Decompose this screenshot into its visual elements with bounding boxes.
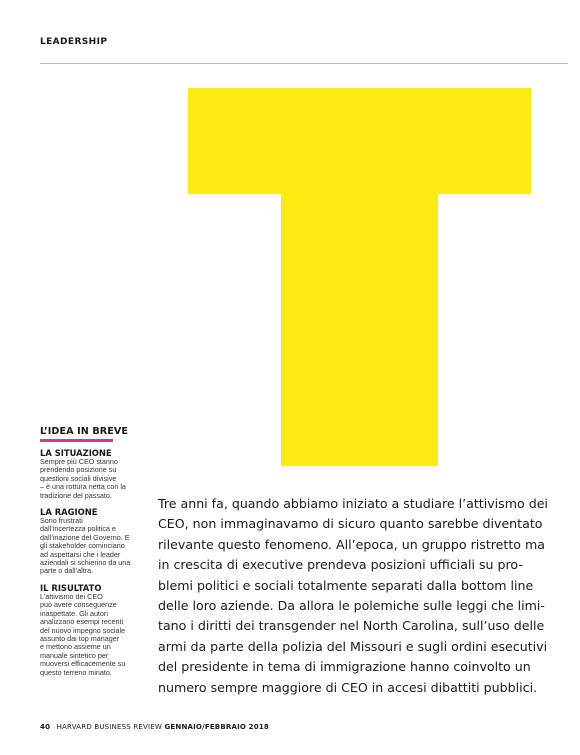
sidebar-text: gli stakeholder cominciano [40, 541, 125, 551]
sidebar-accent-rule [40, 439, 113, 442]
sidebar-text: analizzano esempi recenti [40, 617, 124, 627]
sidebar-text: L’attivismo dei CEO [40, 591, 103, 601]
body-line: CEO, non immaginavamo di sicuro quanto sarebbe diventato [158, 516, 543, 532]
section-label: LEADERSHIP [40, 37, 108, 47]
sidebar-text: questo terreno minato. [40, 667, 112, 677]
sidebar-text: e mettono assieme un [40, 642, 111, 652]
body-line: rilevante questo fenomeno. All’epoca, un gruppo ristretto ma [158, 536, 545, 552]
sidebar-text: inaspettate. Gli autori [40, 608, 108, 618]
page-number: 40 [40, 723, 51, 731]
body-line: Tre anni fa, quando abbiamo iniziato a studiare l’attivismo dei [158, 496, 548, 511]
sidebar-text: – è una rottura netta con la [40, 482, 126, 492]
sidebar-text: tradizione del passato. [40, 490, 112, 500]
sidebar-title: L’IDEA IN BREVE [40, 426, 129, 437]
body-line: delle loro aziende. Da allora le polemiche sulle leggi che limi- [158, 598, 545, 614]
sidebar-text: Sempre più CEO stanno [40, 457, 118, 466]
sidebar-text: questioni sociali divisive [40, 473, 117, 483]
header-divider [40, 63, 568, 64]
body-line: del presidente in tema di immigrazione hanno coinvolto un [158, 659, 531, 675]
sidebar-text: parte o dall’altra. [40, 566, 94, 576]
sidebar-block-reason [40, 507, 140, 576]
sidebar-text: muoversi efficacemente su [40, 659, 126, 669]
body-line: blemi politici e sociali totalmente separati dalla bottom line [158, 577, 534, 593]
body-line: in crescita di executive prendeva posizioni ufficiali su pro- [158, 557, 523, 573]
idea-in-brief-sidebar [40, 426, 140, 677]
page-footer [40, 723, 269, 731]
issue-date: GENNAIO/FEBBRAIO 2018 [164, 723, 269, 731]
lead-paragraph [158, 494, 548, 698]
sidebar-text: può avere conseguenze [40, 600, 117, 610]
sidebar-block-situation [40, 448, 140, 500]
sidebar-block-result [40, 583, 140, 677]
sidebar-text: manuale sintetico per [40, 650, 109, 660]
sidebar-heading: LA SITUAZIONE [40, 448, 112, 458]
sidebar-heading: LA RAGIONE [40, 507, 98, 518]
body-line: armi da parte della polizia del Missouri e sugli ordini esecutivi [158, 638, 548, 654]
sidebar-text: del nuovo impegno sociale [40, 625, 126, 635]
publication-name: HARVARD BUSINESS REVIEW [56, 723, 163, 731]
sidebar-text: dall’inazione del Governo. E [40, 532, 130, 542]
drop-cap-stem [281, 88, 438, 466]
sidebar-text: Sono frustrati [40, 516, 83, 526]
sidebar-text: dall’incertezza politica e [40, 524, 116, 534]
sidebar-text: prendendo posizione su [40, 465, 117, 475]
sidebar-text: assunto dai top manager [40, 633, 120, 643]
sidebar-text: aziendali si schierino da una [40, 558, 131, 568]
body-line: tano i diritti dei transgender nel North Carolina, sull’uso delle [158, 618, 545, 634]
body-line: numero sempre maggiore di CEO in accesi dibattiti pubblici. [158, 679, 538, 695]
sidebar-text: ad aspettarsi che i leader [40, 549, 121, 559]
sidebar-heading: IL RISULTATO [40, 582, 102, 593]
